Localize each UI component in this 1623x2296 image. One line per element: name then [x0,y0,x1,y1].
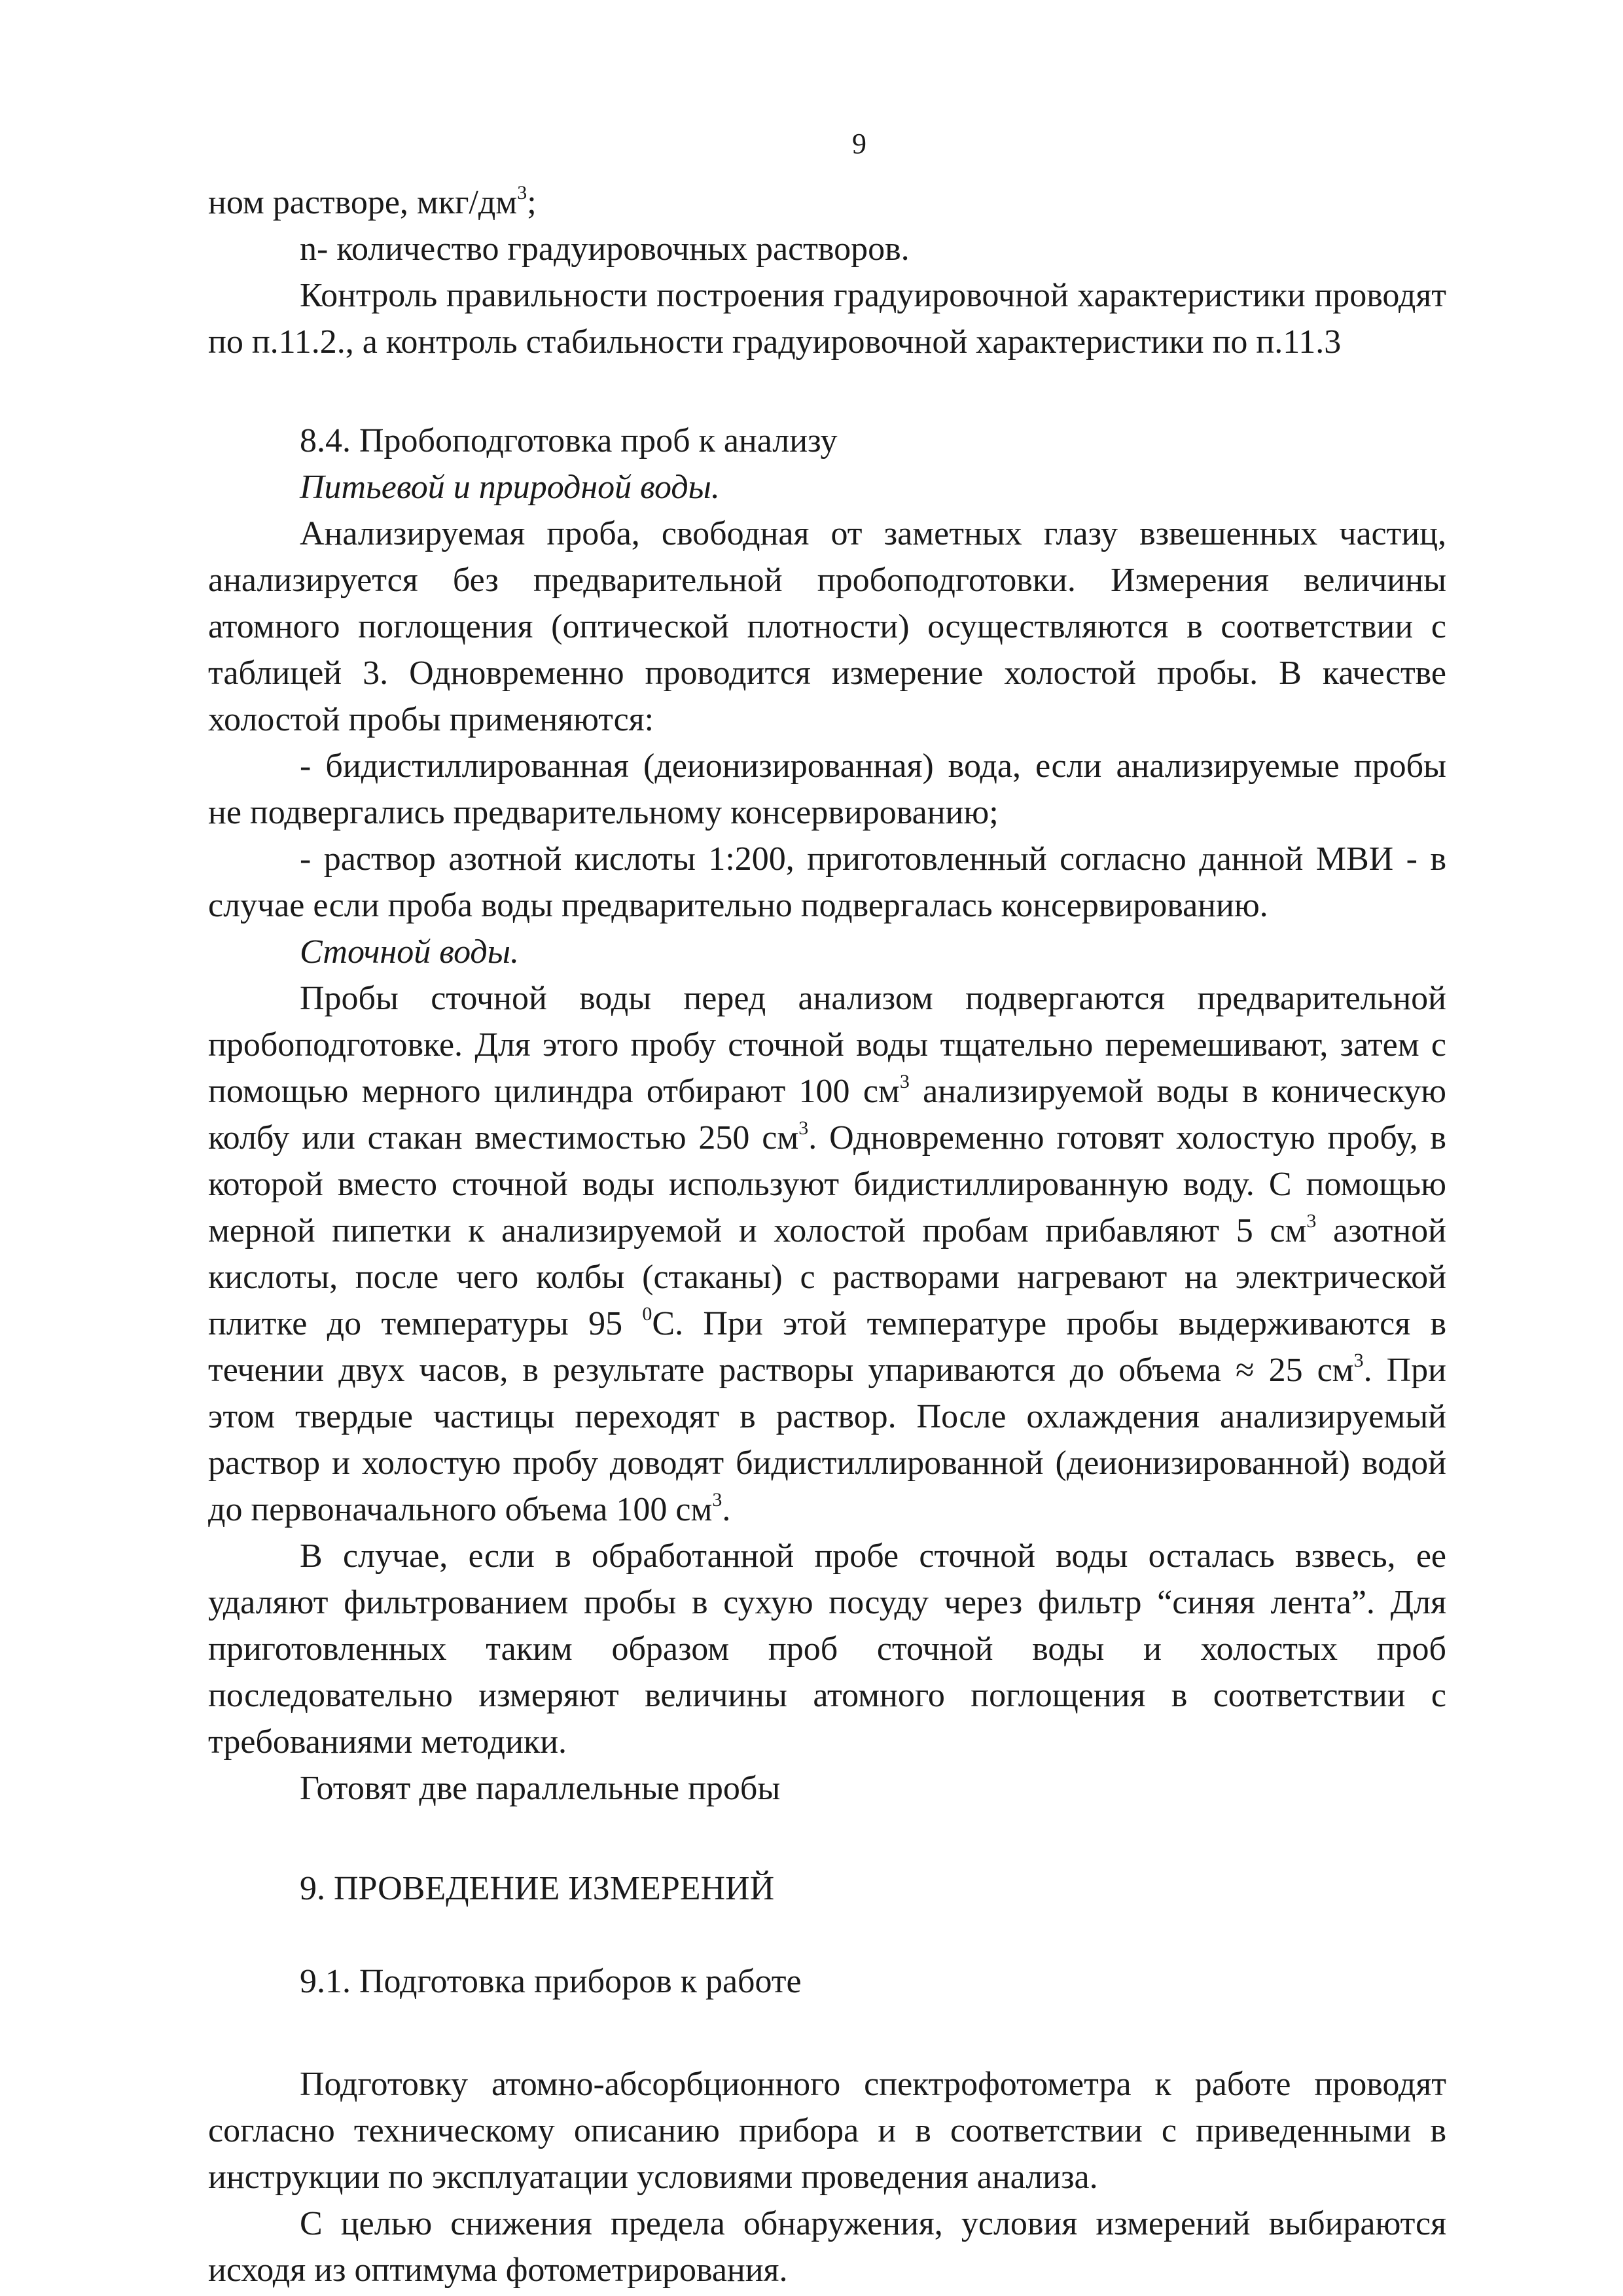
list-item-nitric-acid: - раствор азотной кислоты 1:200, приготовленный согласно данной МВИ - в случае если проба воды предварительно подвергалась консервированию. [208,840,1446,924]
section-heading-8-4: 8.4. Пробоподготовка проб к анализу [300,422,838,459]
page-number: 9 [852,128,866,160]
paragraph-parallel-samples: Готовят две параллельные пробы [300,1770,781,1807]
subheading-waste-water: Сточной воды. [300,933,519,971]
paragraph-n-definition: n- количество градуировочных растворов. [300,230,910,268]
paragraph-filtration: В случае, если в обработанной пробе сточной воды осталась взвесь, ее удаляют фильтрованием пробы в сухую посуду через фильтр “синяя лента”. Для приготовленных таким образом проб сточной воды и холостых проб последовательно измеряют величины атомного поглощения в соответствии с требованиями методики. [208,1537,1446,1761]
paragraph-drinking-water: Анализируемая проба, свободная от заметных глазу взвешенных частиц, анализируется без предварительной пробоподготовки. Измерения величины атомного поглощения (оптической плотности) осуществляются в соответствии с таблицей 3. Одновременно проводится измерение холостой пробы. В качестве холостой пробы применяются: [208,515,1446,738]
paragraph-waste-water: Пробы сточной воды перед анализом подвергаются предварительной пробоподготовке. Для этого пробу сточной воды тщательно перемешивают, затем с помощью мерного цилиндра отбирают 100 $см^3$ анализируемой воды в коническую колбу или стакан вместимостью 250 $см^3$. Одновременно готовят холостую пробу, в которой вместо сточной воды используют бидистиллированную воду. С помощью мерной пипетки к анализируемой и холостой пробам прибавляют 5 $см^3$ азотной кислоты, после чего колбы (стаканы) с растворами нагревают на электрической плитке до температуры 95 $^0$С. При этой температуре пробы выдерживаются в течении двух часов, в результате растворы упариваются до объема ≈ 25 $см^3$. При этом твердые частицы переходят в раствор. После охлаждения анализируемый раствор и холостую пробу доводят бидистиллированной (деионизированной) водой до первоначального объема 100 $см^3$. [208,980,1447,1528]
list-item-bidistilled: - бидистиллированная (деионизированная) вода, если анализируемые пробы не подвергались предварительному консервированию; [208,747,1446,831]
section-heading-9: 9. ПРОВЕДЕНИЕ ИЗМЕРЕНИЙ [300,1870,775,1907]
paragraph-detection-limit: С целью снижения предела обнаружения, условия измерений выбираются исходя из оптимума фотометрирования. [208,2205,1446,2289]
paragraph-instrument-setup: Подготовку атомно-абсорбционного спектрофотометра к работе проводят согласно техническому описанию прибора и в соответствии с приведенными в инструкции по эксплуатации условиями проведения анализа. [208,2066,1446,2196]
page-body [208,124,1446,2293]
subheading-drinking-water: Питьевой и природной воды. [300,469,720,506]
paragraph-continuation: ном растворе, мкг/$дм^3$; [208,182,537,221]
paragraph-calibration-control: Контроль правильности построения градуировочной характеристики проводят по п.11.2., а контроль стабильности градуировочной характеристики по п.11.3 [208,277,1446,361]
section-heading-9-1: 9.1. Подготовка приборов к работе [300,1963,802,2000]
